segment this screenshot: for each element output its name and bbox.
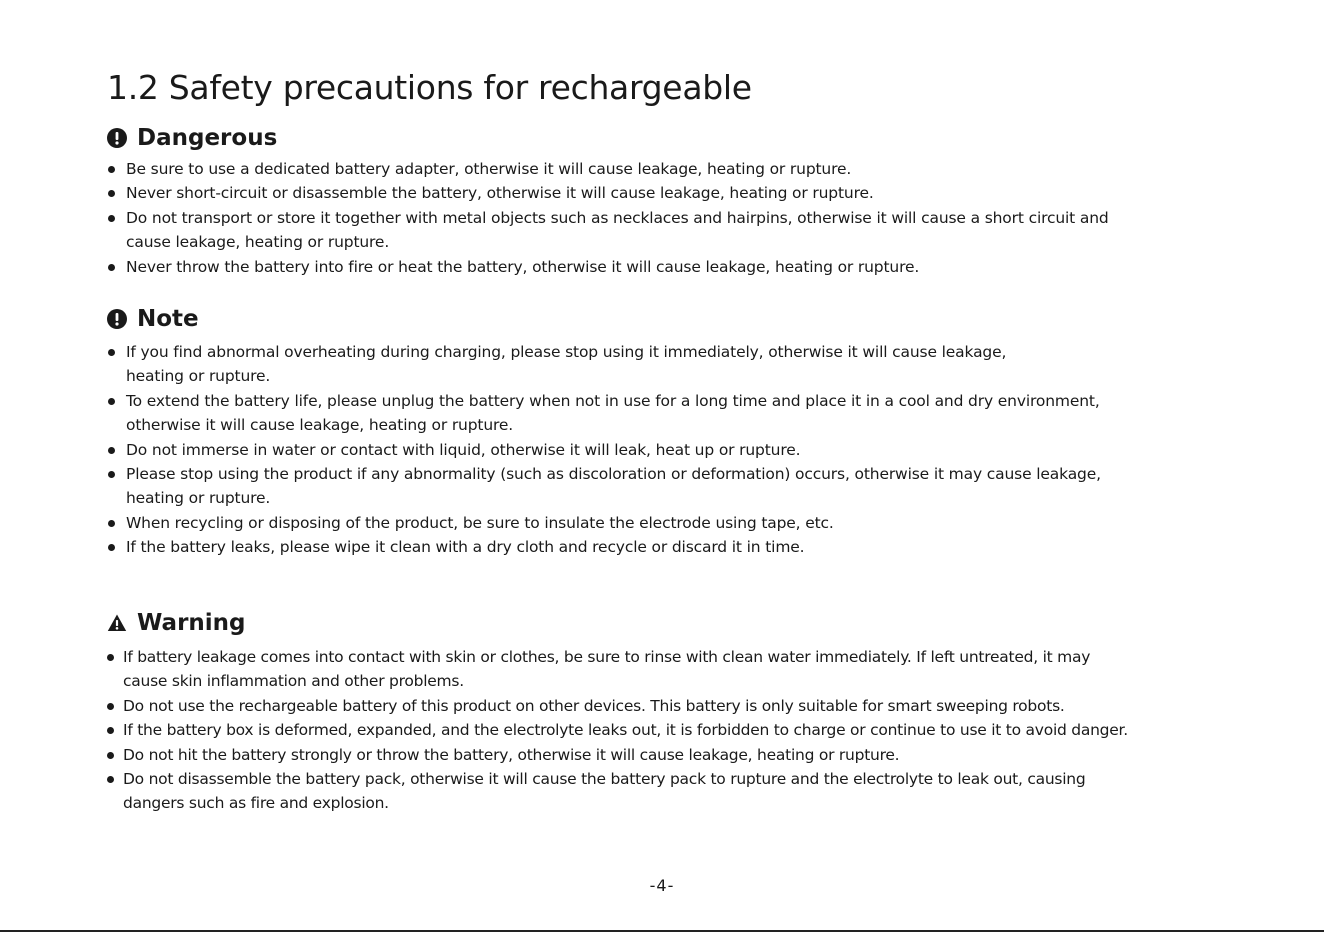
list-item: Never throw the battery into fire or heat the battery, otherwise it will cause leakage, heating or rupture. <box>107 255 1109 279</box>
list-item: Do not disassemble the battery pack, otherwise it will cause the battery pack to rupture and the electrolyte to leak out, causing <box>107 767 1128 791</box>
list-item: Please stop using the product if any abnormality (such as discoloration or deformation) occurs, otherwise it may cause leakage, <box>107 462 1101 486</box>
note-heading <box>107 306 199 332</box>
list-item-continuation: otherwise it will cause leakage, heating or rupture. <box>126 416 514 435</box>
list-item-continuation: cause leakage, heating or rupture. <box>126 233 390 252</box>
list-item: Never short-circuit or disassemble the battery, otherwise it will cause leakage, heating or rupture. <box>107 181 1109 205</box>
list-item: When recycling or disposing of the product, be sure to insulate the electrode using tape, etc. <box>107 511 1101 535</box>
list-item: Do not hit the battery strongly or throw the battery, otherwise it will cause leakage, heating or rupture. <box>107 743 1128 767</box>
note-list <box>107 340 1101 560</box>
list-item: Do not use the rechargeable battery of this product on other devices. This battery is only suitable for smart sweeping robots. <box>107 694 1128 718</box>
list-item: If battery leakage comes into contact with skin or clothes, be sure to rinse with clean water immediately. If left untreated, it may <box>107 645 1128 669</box>
list-item: Do not transport or store it together with metal objects such as necklaces and hairpins, otherwise it will cause a short circuit and <box>107 206 1109 230</box>
list-item: Be sure to use a dedicated battery adapter, otherwise it will cause leakage, heating or rupture. <box>107 157 1109 181</box>
exclamation-circle-icon <box>107 128 127 148</box>
list-item: If you find abnormal overheating during charging, please stop using it immediately, otherwise it will cause leakage, <box>107 340 1101 364</box>
list-item-continuation: cause skin inflammation and other problems. <box>123 672 464 691</box>
dangerous-list <box>107 157 1109 279</box>
note-heading-text: Note <box>137 306 199 332</box>
list-item-continuation: heating or rupture. <box>126 489 271 508</box>
exclamation-circle-icon <box>107 309 127 329</box>
warning-heading-text: Warning <box>137 610 246 636</box>
list-item-continuation: heating or rupture. <box>126 367 271 386</box>
list-item: If the battery leaks, please wipe it clean with a dry cloth and recycle or discard it in time. <box>107 535 1101 559</box>
page-number: -4- <box>649 876 675 895</box>
list-item-continuation: dangers such as fire and explosion. <box>123 794 389 813</box>
list-item: To extend the battery life, please unplug the battery when not in use for a long time and place it in a cool and dry environment, <box>107 389 1101 413</box>
warning-triangle-icon <box>107 613 127 633</box>
warning-heading <box>107 610 246 636</box>
bottom-rule <box>0 930 1324 932</box>
page-title: 1.2 Safety precautions for rechargeable <box>107 68 752 107</box>
dangerous-heading-text: Dangerous <box>137 125 278 151</box>
list-item: If the battery box is deformed, expanded, and the electrolyte leaks out, it is forbidden to charge or continue to use it to avoid danger. <box>107 718 1128 742</box>
warning-list <box>107 645 1128 816</box>
dangerous-heading <box>107 125 277 151</box>
list-item: Do not immerse in water or contact with liquid, otherwise it will leak, heat up or rupture. <box>107 438 1101 462</box>
